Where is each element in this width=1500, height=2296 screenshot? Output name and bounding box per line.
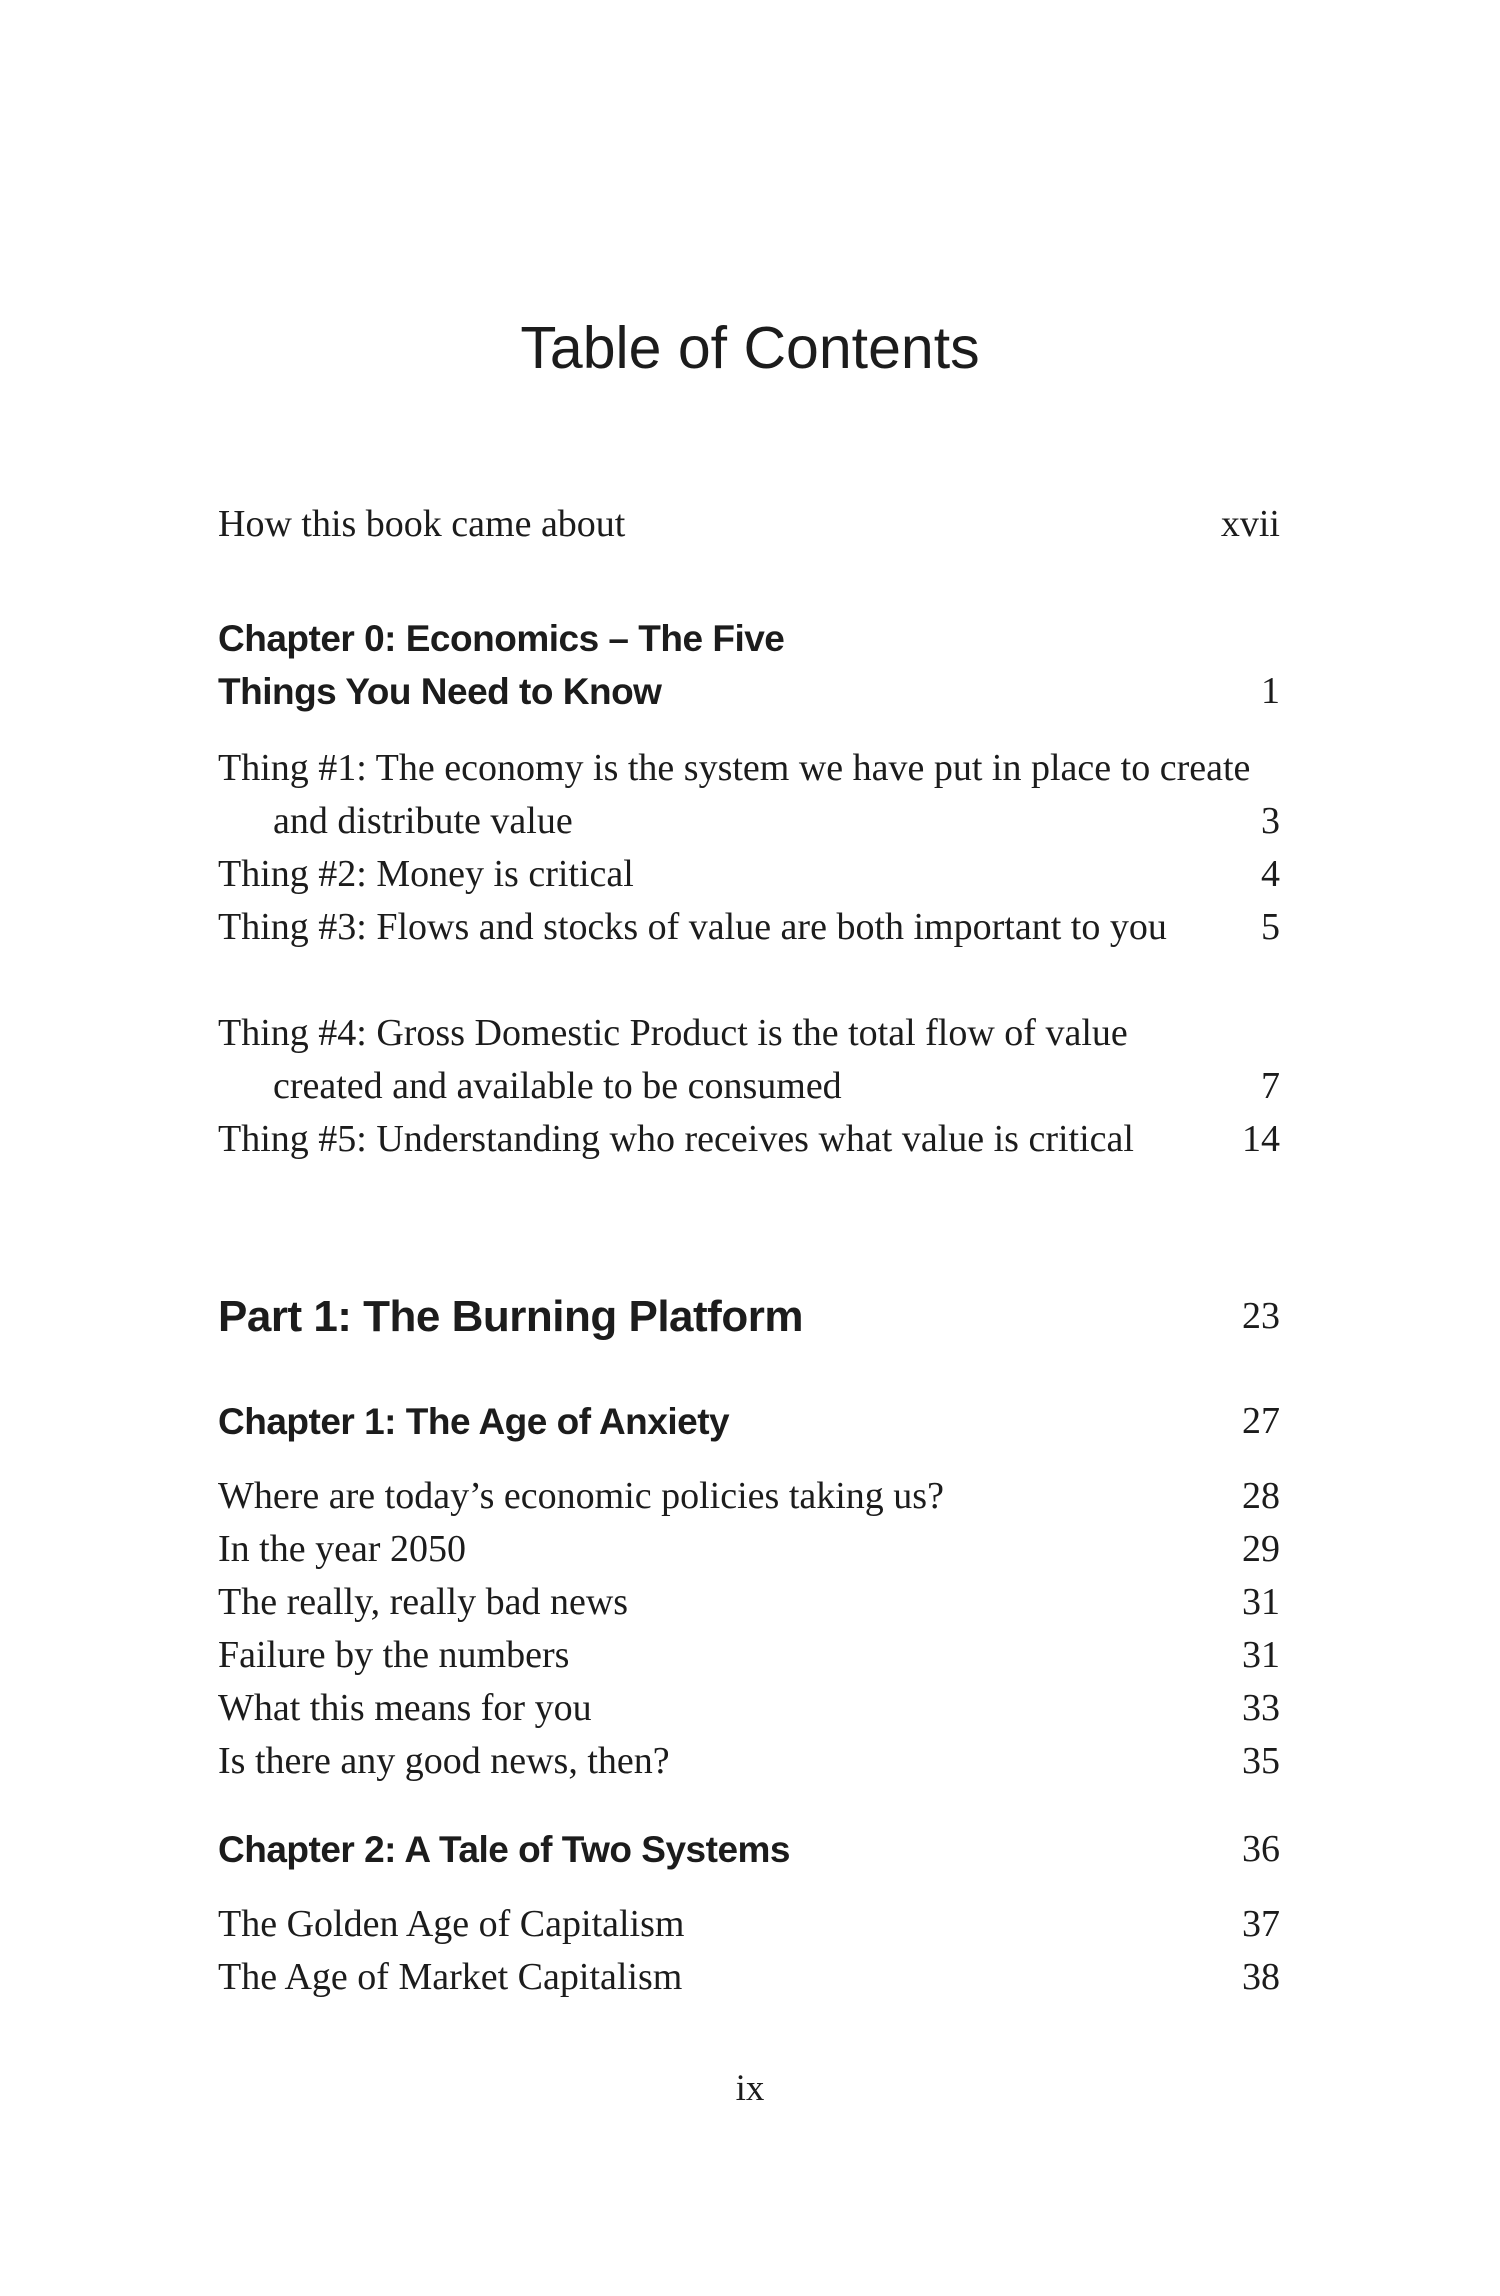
toc-entry	[218, 1470, 1280, 1523]
toc-entry-page: 14	[1242, 1118, 1280, 1160]
toc-entry	[218, 498, 1280, 551]
toc-entry-title: Chapter 0: Economics – The Five Things You Need to Know	[218, 618, 785, 712]
toc-entry-title: The really, really bad news	[218, 1581, 629, 1623]
toc-entry	[218, 1735, 1280, 1788]
toc-entry-page: 36	[1242, 1828, 1280, 1870]
toc-entry-title: The Age of Market Capitalism	[218, 1956, 683, 1998]
toc-entry	[218, 901, 1280, 954]
toc-entry	[218, 1629, 1280, 1682]
toc-chapter-heading	[218, 1395, 1280, 1448]
toc-entry-title: In the year 2050	[218, 1528, 466, 1570]
toc-entry-title: Where are today’s economic policies taking us?	[218, 1475, 944, 1517]
page-number: ix	[735, 2068, 765, 2109]
page-title: Table of Contents	[520, 315, 980, 381]
toc-entry-page: 28	[1242, 1475, 1280, 1517]
toc-entry-title: The Golden Age of Capitalism	[218, 1903, 685, 1945]
toc-entry	[218, 742, 1280, 848]
toc-entry-page: 35	[1242, 1740, 1280, 1782]
toc-entry	[218, 1576, 1280, 1629]
toc-entry-page: 33	[1242, 1687, 1280, 1729]
toc-entry	[218, 1523, 1280, 1576]
toc-entry	[218, 1007, 1280, 1113]
toc-entry-page: 37	[1242, 1903, 1280, 1945]
toc-entry-title: Is there any good news, then?	[218, 1740, 670, 1782]
toc-entry-page: 7	[1261, 1065, 1280, 1107]
toc-entry-title: Thing #1: The economy is the system we have put in place to create and distribute value	[218, 747, 1251, 842]
toc-entry-title: Thing #5: Understanding who receives what value is critical	[218, 1118, 1134, 1160]
toc-entry-page: 5	[1261, 906, 1280, 948]
toc-entry-page: 27	[1242, 1400, 1280, 1442]
toc-entry-page: 31	[1242, 1581, 1280, 1623]
toc-entry-title: Failure by the numbers	[218, 1634, 570, 1676]
toc-entry-page: xvii	[1220, 503, 1280, 545]
toc-entry	[218, 1113, 1280, 1166]
toc-entry	[218, 848, 1280, 901]
toc-entry	[218, 1898, 1280, 1951]
toc-entry-page: 38	[1242, 1956, 1280, 1998]
toc-part-heading	[218, 1290, 1280, 1343]
toc-entry	[218, 1682, 1280, 1735]
toc-entry-title: What this means for you	[218, 1687, 592, 1729]
toc-entry-title: Chapter 2: A Tale of Two Systems	[218, 1829, 791, 1870]
toc-chapter-heading	[218, 1823, 1280, 1876]
toc-entry	[218, 1951, 1280, 2004]
toc-entry-page: 29	[1242, 1528, 1280, 1570]
toc-entry-page: 3	[1261, 800, 1280, 842]
toc-entry-page: 31	[1242, 1634, 1280, 1676]
toc-entry-title: Thing #4: Gross Domestic Product is the total flow of value created and available to be consumed	[218, 1012, 1128, 1107]
toc-entry-title: Part 1: The Burning Platform	[218, 1292, 803, 1341]
toc-entry-page: 4	[1261, 853, 1280, 895]
toc-entry-title: How this book came about	[218, 503, 626, 545]
toc-entry-title: Chapter 1: The Age of Anxiety	[218, 1401, 730, 1442]
toc-entry-page: 1	[1261, 670, 1280, 712]
toc-entry-title: Thing #2: Money is critical	[218, 853, 634, 895]
toc-entry-page: 23	[1242, 1295, 1280, 1337]
toc-entry-title: Thing #3: Flows and stocks of value are both important to you	[218, 906, 1167, 948]
toc-chapter-heading	[218, 612, 1280, 718]
